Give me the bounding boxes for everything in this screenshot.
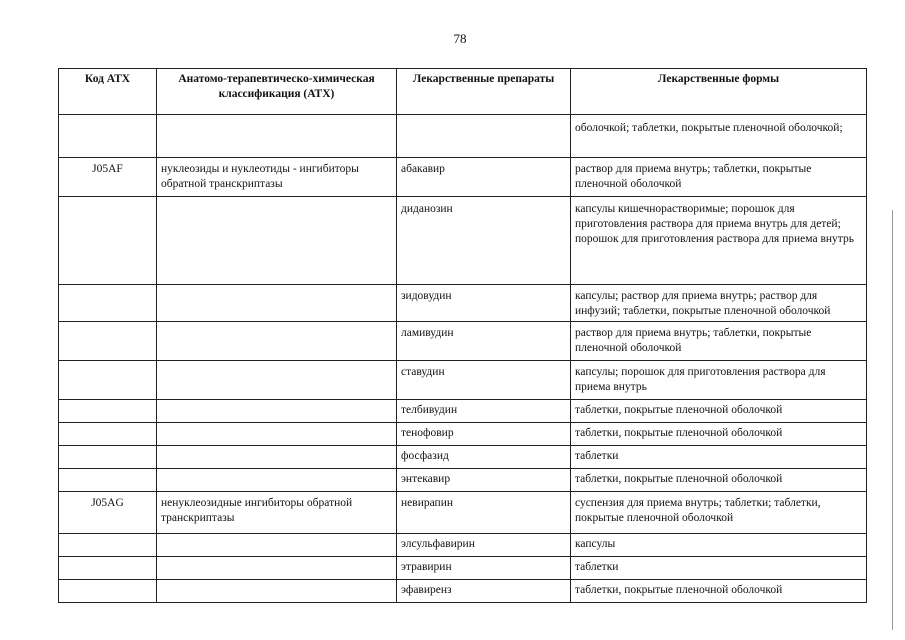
cell-forms: таблетки, покрытые пленочной оболочкой	[571, 423, 867, 446]
cell-forms: таблетки	[571, 557, 867, 580]
cell-drug: абакавир	[397, 158, 571, 197]
cell-forms: таблетки, покрытые пленочной оболочкой	[571, 469, 867, 492]
cell-code: J05AF	[59, 158, 157, 197]
header-code: Код АТХ	[59, 69, 157, 115]
cell-forms: капсулы; раствор для приема внутрь; раствор для инфузий; таблетки, покрытые пленочной оболочкой	[571, 285, 867, 322]
table-row	[59, 446, 867, 469]
cell-classification	[157, 580, 397, 603]
table-row	[59, 557, 867, 580]
table-row	[59, 361, 867, 400]
cell-drug: элсульфавирин	[397, 534, 571, 557]
cell-classification	[157, 361, 397, 400]
header-classification: Анатомо-терапевтическо-химическая классификация (АТХ)	[157, 69, 397, 115]
cell-forms: таблетки, покрытые пленочной оболочкой	[571, 400, 867, 423]
cell-forms: капсулы	[571, 534, 867, 557]
cell-classification: ненуклеозидные ингибиторы обратной транскриптазы	[157, 492, 397, 534]
cell-forms: капсулы; порошок для приготовления раствора для приема внутрь	[571, 361, 867, 400]
cell-drug: невирапин	[397, 492, 571, 534]
cell-code	[59, 446, 157, 469]
cell-code	[59, 322, 157, 361]
table-row	[59, 400, 867, 423]
cell-code	[59, 197, 157, 285]
cell-code	[59, 580, 157, 603]
cell-drug: эфавиренз	[397, 580, 571, 603]
cell-code	[59, 557, 157, 580]
table-row	[59, 469, 867, 492]
cell-forms: оболочкой; таблетки, покрытые пленочной оболочкой;	[571, 115, 867, 158]
cell-classification	[157, 197, 397, 285]
cell-drug: энтекавир	[397, 469, 571, 492]
scan-edge-line	[892, 210, 893, 630]
cell-code	[59, 285, 157, 322]
table-row	[59, 534, 867, 557]
cell-classification	[157, 446, 397, 469]
cell-code	[59, 361, 157, 400]
cell-classification	[157, 534, 397, 557]
cell-forms: таблетки, покрытые пленочной оболочкой	[571, 580, 867, 603]
cell-classification	[157, 557, 397, 580]
page-number: 78	[453, 31, 467, 46]
cell-classification	[157, 469, 397, 492]
cell-drug: ламивудин	[397, 322, 571, 361]
cell-drug: этравирин	[397, 557, 571, 580]
cell-forms: раствор для приема внутрь; таблетки, покрытые пленочной оболочкой	[571, 322, 867, 361]
cell-classification	[157, 285, 397, 322]
cell-drug: диданозин	[397, 197, 571, 285]
cell-code	[59, 423, 157, 446]
cell-code	[59, 400, 157, 423]
cell-drug: зидовудин	[397, 285, 571, 322]
cell-classification	[157, 400, 397, 423]
header-forms: Лекарственные формы	[571, 69, 867, 115]
table-row	[59, 580, 867, 603]
atx-drug-table	[58, 68, 867, 603]
cell-code	[59, 534, 157, 557]
table-row	[59, 322, 867, 361]
table-header-row	[59, 69, 867, 115]
cell-drug: ставудин	[397, 361, 571, 400]
table-row	[59, 492, 867, 534]
table-row	[59, 197, 867, 285]
table-row	[59, 285, 867, 322]
cell-forms: капсулы кишечнорастворимые; порошок для приготовления раствора для приема внутрь для детей; порошок для приготовления раствора для приема внутрь	[571, 197, 867, 285]
header-drugs: Лекарственные препараты	[397, 69, 571, 115]
cell-drug	[397, 115, 571, 158]
cell-code	[59, 469, 157, 492]
table-row	[59, 423, 867, 446]
cell-classification	[157, 322, 397, 361]
cell-classification	[157, 423, 397, 446]
cell-forms: таблетки	[571, 446, 867, 469]
cell-drug: фосфазид	[397, 446, 571, 469]
cell-code: J05AG	[59, 492, 157, 534]
cell-classification	[157, 115, 397, 158]
cell-forms: суспензия для приема внутрь; таблетки; таблетки, покрытые пленочной оболочкой	[571, 492, 867, 534]
cell-code	[59, 115, 157, 158]
cell-forms: раствор для приема внутрь; таблетки, покрытые пленочной оболочкой	[571, 158, 867, 197]
table-row	[59, 115, 867, 158]
cell-drug: тенофовир	[397, 423, 571, 446]
cell-drug: телбивудин	[397, 400, 571, 423]
cell-classification: нуклеозиды и нуклеотиды - ингибиторы обратной транскриптазы	[157, 158, 397, 197]
table-row	[59, 158, 867, 197]
